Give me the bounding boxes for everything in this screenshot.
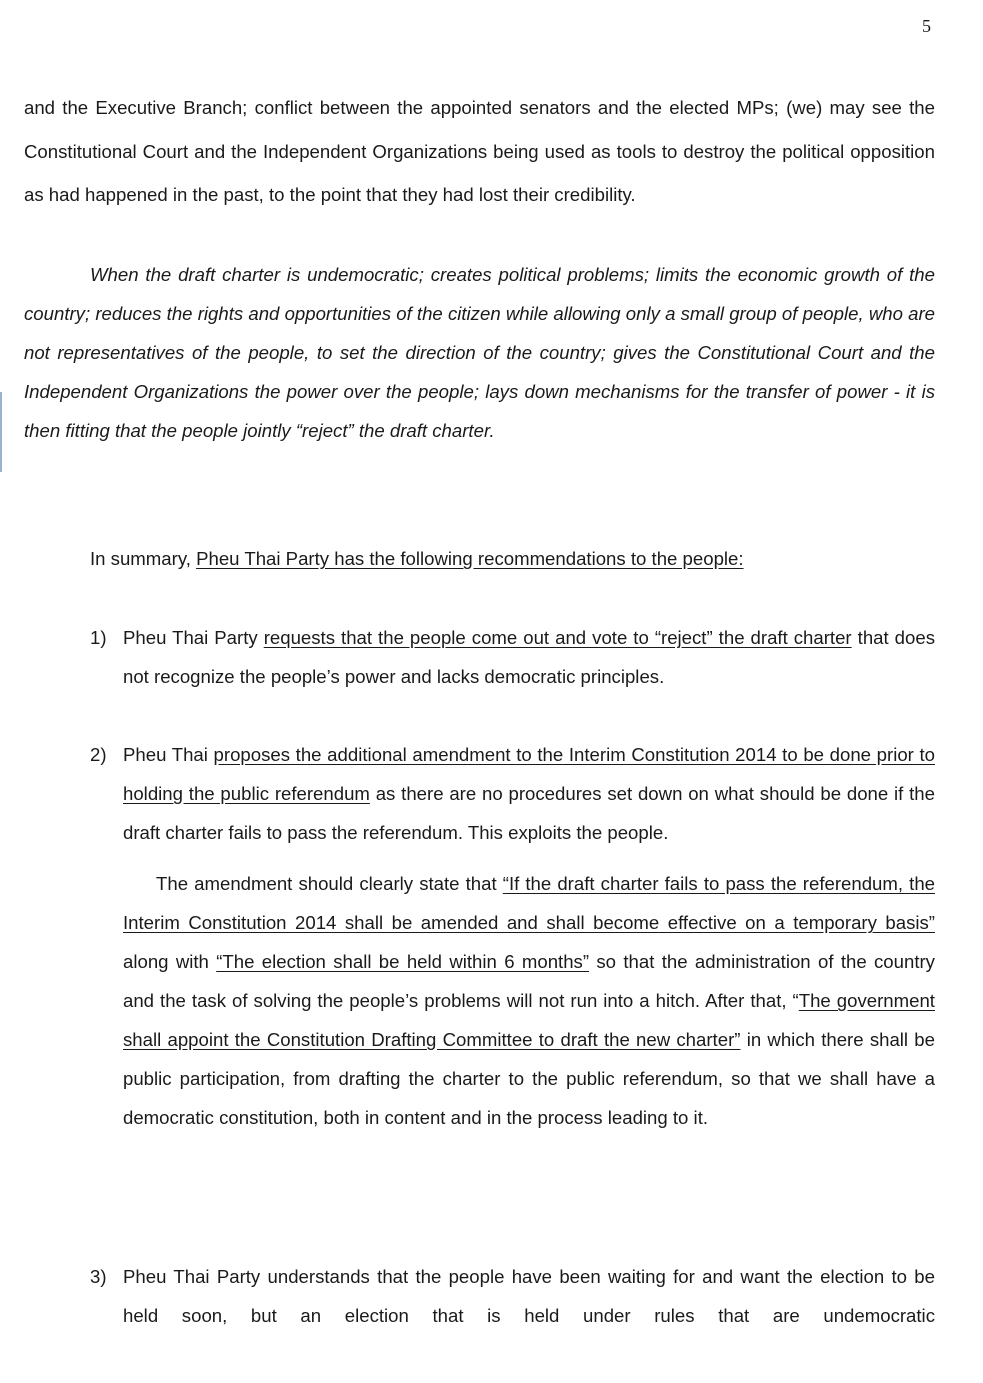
item-body	[123, 618, 935, 696]
intro-text: and the Executive Branch; conflict between the appointed senators and the elected MPs; (we) may see the Constitutional Court and the Independent Organizations being used as tools to destroy the political opposition as had happened in the past, to the point that they had lost their credibility.	[24, 97, 935, 205]
intro-paragraph	[24, 86, 935, 217]
amendment-quote-1: “If the draft charter fails to pass the referendum, the Interim Constitution 2014 shall be amended and shall become effective on a temporary basis”	[123, 873, 935, 933]
item-underlined: requests that the people come out and vote to “reject” the draft charter	[263, 627, 852, 648]
item-text	[123, 735, 935, 852]
item-body	[123, 735, 935, 1137]
amendment-quote-2: “The election shall be held within 6 months”	[216, 951, 590, 972]
amendment-paragraph	[123, 864, 935, 1137]
item-number: 2)	[90, 744, 107, 765]
item-number: 3)	[90, 1266, 107, 1287]
italic-text: When the draft charter is undemocratic; creates political problems; limits the economic growth of the country; reduces the rights and opportunities of the citizen while allowing only a small group of people, who are not representatives of the people, to set the direction of the country; gives the Constitutional Court and the Independent Organizations the power over the people; lays down mechanisms for the transfer of power - it is then fitting that the people jointly “reject” the draft charter.	[24, 264, 935, 441]
item-rest: that does not recognize the people’s power and lacks democratic principles.	[123, 627, 935, 687]
item-lead: Pheu Thai Party	[123, 627, 264, 648]
amendment-mid-1: along with	[123, 951, 217, 972]
amendment-lead: The amendment should clearly state that	[156, 873, 503, 894]
item-body	[123, 1257, 935, 1335]
item-lead: Pheu Thai	[123, 744, 214, 765]
margin-mark	[0, 392, 2, 472]
item-text	[123, 618, 935, 696]
recommendation-item-2	[90, 735, 935, 1137]
item-text: Pheu Thai Party understands that the people have been waiting for and want the election to be held soon, but an election that is held under rules that are undemocratic	[123, 1266, 935, 1326]
italic-paragraph	[24, 255, 935, 450]
item-number: 1)	[90, 627, 107, 648]
recommendation-item-1	[90, 618, 935, 696]
summary-line	[90, 544, 744, 574]
amendment-quote-3: The government shall appoint the Constitution Drafting Committee to draft the new charter”	[123, 990, 935, 1050]
item-underlined: proposes the additional amendment to the Interim Constitution 2014 to be done prior to holding the public referendum	[123, 744, 936, 804]
amendment-end: in which there shall be public participation, from drafting the charter to the public referendum, so that we shall have a democratic constitution, both in content and in the process leading to it.	[123, 1029, 935, 1128]
summary-lead: In summary,	[90, 548, 197, 569]
item-rest: as there are no procedures set down on what should be done if the draft charter fails to pass the referendum. This exploits the people.	[123, 783, 935, 843]
recommendation-item-3	[90, 1257, 935, 1335]
page-number: 5	[922, 16, 931, 36]
summary-underlined: Pheu Thai Party has the following recommendations to the people:	[196, 548, 744, 569]
amendment-mid-2: so that the administration of the country and the task of solving the people’s problems will not run into a hitch. After that, “	[123, 951, 935, 1011]
